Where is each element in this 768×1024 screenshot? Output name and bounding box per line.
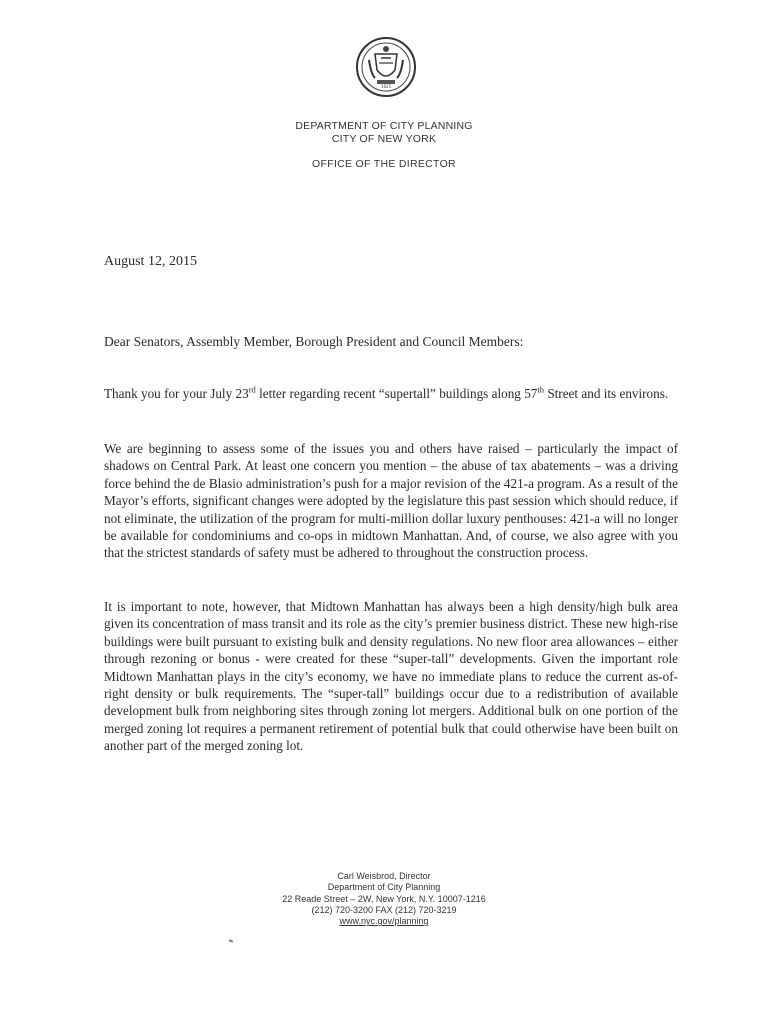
letter-date: August 12, 2015 (104, 254, 197, 269)
signer-department: Department of City Planning (327, 882, 441, 893)
office-address: 22 Reade Street – 2W, New York, N.Y. 10007-1216 (282, 893, 486, 904)
department-name: DEPARTMENT OF CITY PLANNING (295, 120, 473, 132)
signature-block (0, 871, 768, 927)
letterhead-department (0, 120, 768, 146)
paragraph-1: Thank you for your July 23rd letter regarding recent “supertall” buildings along 57th Street and its environs. (104, 384, 669, 401)
website-link[interactable]: www.nyc.gov/planning (339, 916, 429, 927)
city-seal-logo (355, 30, 417, 104)
signer-name: Carl Weisbrod, Director (337, 871, 431, 881)
phone-fax: (212) 720-3200 FAX (212) 720-3219 (311, 904, 457, 915)
office-title: OFFICE OF THE DIRECTOR (312, 158, 456, 170)
svg-text:1625: 1625 (380, 84, 392, 89)
paragraph-3: It is important to note, however, that Midtown Manhattan has always been a high density/high bulk area given its concentration of mass transit and its role as the city’s premier business district. These new high-rise buildings were built pursuant to existing bulk and density regulations. No new floor area allowances – either through rezoning or bonus - were created for these “super-tall” developments. Given the important role Midtown Manhattan plays in the city’s economy, we have no immediate plans to reduce the current as-of-right density or bulk requirements. The “super-tall” buildings occur due to a redistribution of available development bulk from neighboring sites through zoning lot mergers. Additional bulk on one portion of the merged zoning lot requires a permanent retirement of potential bulk that could otherwise have been built on another part of the merged zoning lot. (104, 599, 678, 754)
salutation: Dear Senators, Assembly Member, Borough President and Council Members: (104, 334, 524, 349)
paragraph-2: We are beginning to assess some of the issues you and others have raised – particularly the impact of shadows on Central Park. At least one concern you mention – the abuse of tax abatements – was a driving force behind the de Blasio administration’s push for a major revision of the 421-a program. As a result of the Mayor’s efforts, significant changes were adopted by the legislature this past session which should reduce, if not eliminate, the utilization of the program for multi-million dollar luxury penthouses: 421-a will no longer be available for condominiums and co-ops in midtown Manhattan. And, of course, we also agree with you that the strictest standards of safety must be adhered to throughout the construction process. (104, 441, 678, 561)
scan-speck (229, 939, 233, 942)
city-name: CITY OF NEW YORK (331, 133, 437, 145)
